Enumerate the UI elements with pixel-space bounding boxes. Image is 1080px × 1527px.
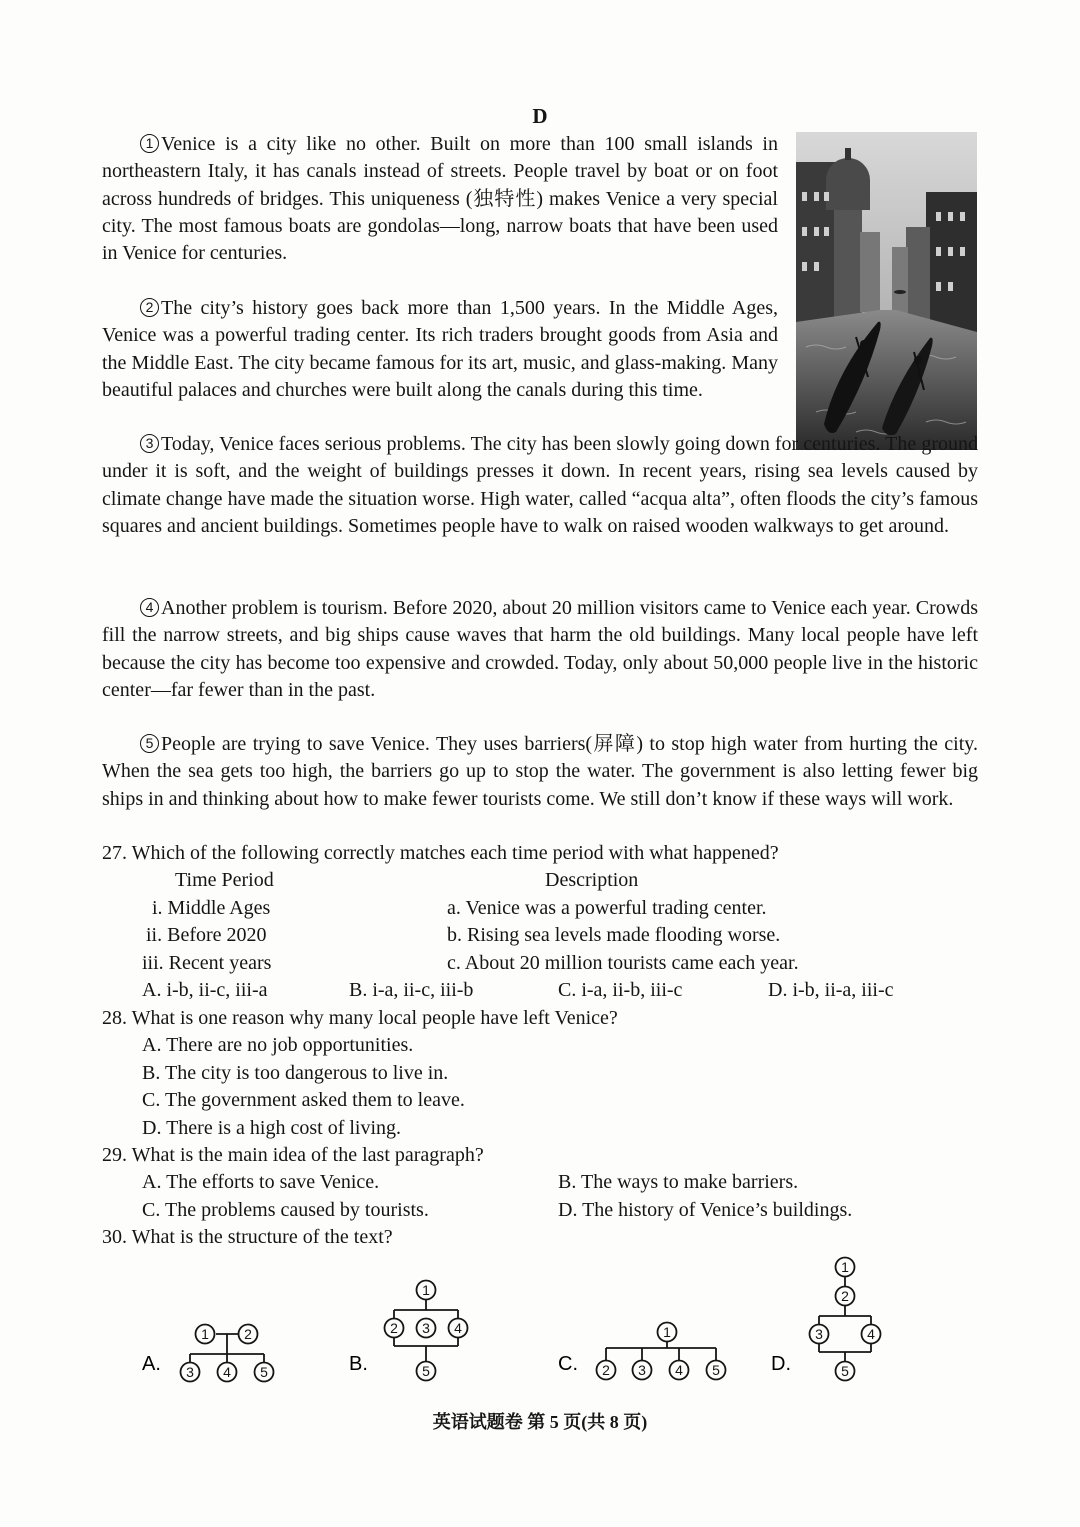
circled-number: 4 [140,598,159,617]
structure-node-label: 1 [422,1282,430,1298]
paragraph-5 [102,731,978,813]
structure-node-label: 4 [223,1364,231,1380]
structure-node-label: 5 [712,1362,720,1378]
structure-node-label: 4 [867,1326,875,1342]
q27-row-right: b. Rising sea levels made flooding worse. [447,924,781,946]
paragraph-4 [102,595,978,704]
q30-option-a-label[interactable]: A. [142,1353,161,1375]
structure-node-label: 5 [260,1364,268,1380]
q27-option-c[interactable]: C. i-a, ii-b, iii-c [558,979,683,1001]
structure-diagrams [0,1250,1080,1400]
question-28-stem: 28. What is one reason why many local people have left Venice? [102,1007,618,1029]
q27-row-left: iii. Recent years [142,952,272,974]
q29-option-b[interactable]: B. The ways to make barriers. [558,1171,799,1193]
structure-node-label: 2 [841,1288,849,1304]
section-title: D [532,104,548,128]
paragraph-text: People are trying to save Venice. They uses barriers(屏障) to stop high water from hurting the city. When the sea gets too high, the barriers go up to stop the water. The government is also letting fewer big ships in and thinking about how to make fewer tourists come. We still don’t know if these ways will work. [102,733,978,810]
q27-option-a[interactable]: A. i-b, ii-c, iii-a [142,979,268,1001]
venice-canal-illustration [796,132,977,450]
q30-option-b-label[interactable]: B. [349,1353,368,1375]
q27-row-left: ii. Before 2020 [146,924,267,946]
q27-header-left: Time Period [175,869,274,891]
structure-node-label: 1 [841,1259,849,1275]
structure-node-label: 1 [663,1324,671,1340]
circled-number: 1 [140,134,159,153]
circled-number: 3 [140,434,159,453]
structure-node-label: 4 [454,1320,462,1336]
paragraph-3 [102,431,978,540]
q28-option-d[interactable]: D. There is a high cost of living. [142,1117,402,1139]
q29-option-c[interactable]: C. The problems caused by tourists. [142,1199,429,1221]
q27-option-b[interactable]: B. i-a, ii-c, iii-b [349,979,474,1001]
q27-row-right: c. About 20 million tourists came each year. [447,952,799,974]
q28-option-a[interactable]: A. There are no job opportunities. [142,1034,414,1056]
q29-option-d[interactable]: D. The history of Venice’s buildings. [558,1199,853,1221]
structure-node-label: 3 [815,1326,823,1342]
paragraph-text: Today, Venice faces serious problems. The city has been slowly going down for centuries. The ground under it is soft, and the weight of buildings presses it down. In recent years, rising sea levels caused by climate change have made the situation worse. High water, called “acqua alta”, often floods the city’s famous squares and ancient buildings. Sometimes people have to walk on raised wooden walkways to get around. [102,433,978,537]
paragraph-2 [102,295,778,404]
question-29-stem: 29. What is the main idea of the last paragraph? [102,1144,484,1166]
structure-node-label: 2 [244,1326,252,1342]
structure-node-label: 1 [201,1326,209,1342]
structure-node-label: 2 [602,1362,610,1378]
structure-node-label: 3 [422,1320,430,1336]
q27-row-left: i. Middle Ages [152,897,271,919]
page-footer: 英语试题卷 第 5 页(共 8 页) [432,1412,648,1432]
structure-node-label: 2 [390,1320,398,1336]
question-30-stem: 30. What is the structure of the text? [102,1226,393,1248]
q28-option-c[interactable]: C. The government asked them to leave. [142,1089,465,1111]
structure-node-label: 5 [422,1363,430,1379]
structure-node-label: 4 [675,1362,683,1378]
circled-number: 2 [140,298,159,317]
question-27-stem: 27. Which of the following correctly matches each time period with what happened? [102,842,779,864]
paragraph-text: The city’s history goes back more than 1,500 years. In the Middle Ages, Venice was a powerful trading center. Its rich traders brought goods from Asia and the Middle East. The city became famous for its art, music, and glass-making. Many beautiful palaces and churches were built along the canals during this time. [102,297,778,401]
q29-option-a[interactable]: A. The efforts to save Venice. [142,1171,380,1193]
circled-number: 5 [140,734,159,753]
q30-option-c-label[interactable]: C. [558,1353,578,1375]
structure-node-label: 3 [638,1362,646,1378]
q27-option-d[interactable]: D. i-b, ii-a, iii-c [768,979,894,1001]
q27-row-right: a. Venice was a powerful trading center. [447,897,767,919]
q28-option-b[interactable]: B. The city is too dangerous to live in. [142,1062,449,1084]
paragraph-text: Another problem is tourism. Before 2020, about 20 million visitors came to Venice each year. Crowds fill the narrow streets, and big ships cause waves that harm the old buildings. Many local people have left because the city has become too expensive and crowded. Today, only about 50,000 people live in the historic center—far fewer than in the past. [102,597,978,701]
q27-header-right: Description [545,869,639,891]
paragraph-text: Venice is a city like no other. Built on more than 100 small islands in northeastern Italy, it has canals instead of streets. People travel by boat or on foot across hundreds of bridges. This uniqueness (独特性) makes Venice a very special city. The most famous boats are gondolas—long, narrow boats that have been used in Venice for centuries. [102,133,778,265]
venice-photo [796,132,977,450]
structure-node-label: 5 [841,1363,849,1379]
structure-node-label: 3 [186,1364,194,1380]
paragraph-1 [102,131,778,267]
q30-option-d-label[interactable]: D. [771,1353,791,1375]
